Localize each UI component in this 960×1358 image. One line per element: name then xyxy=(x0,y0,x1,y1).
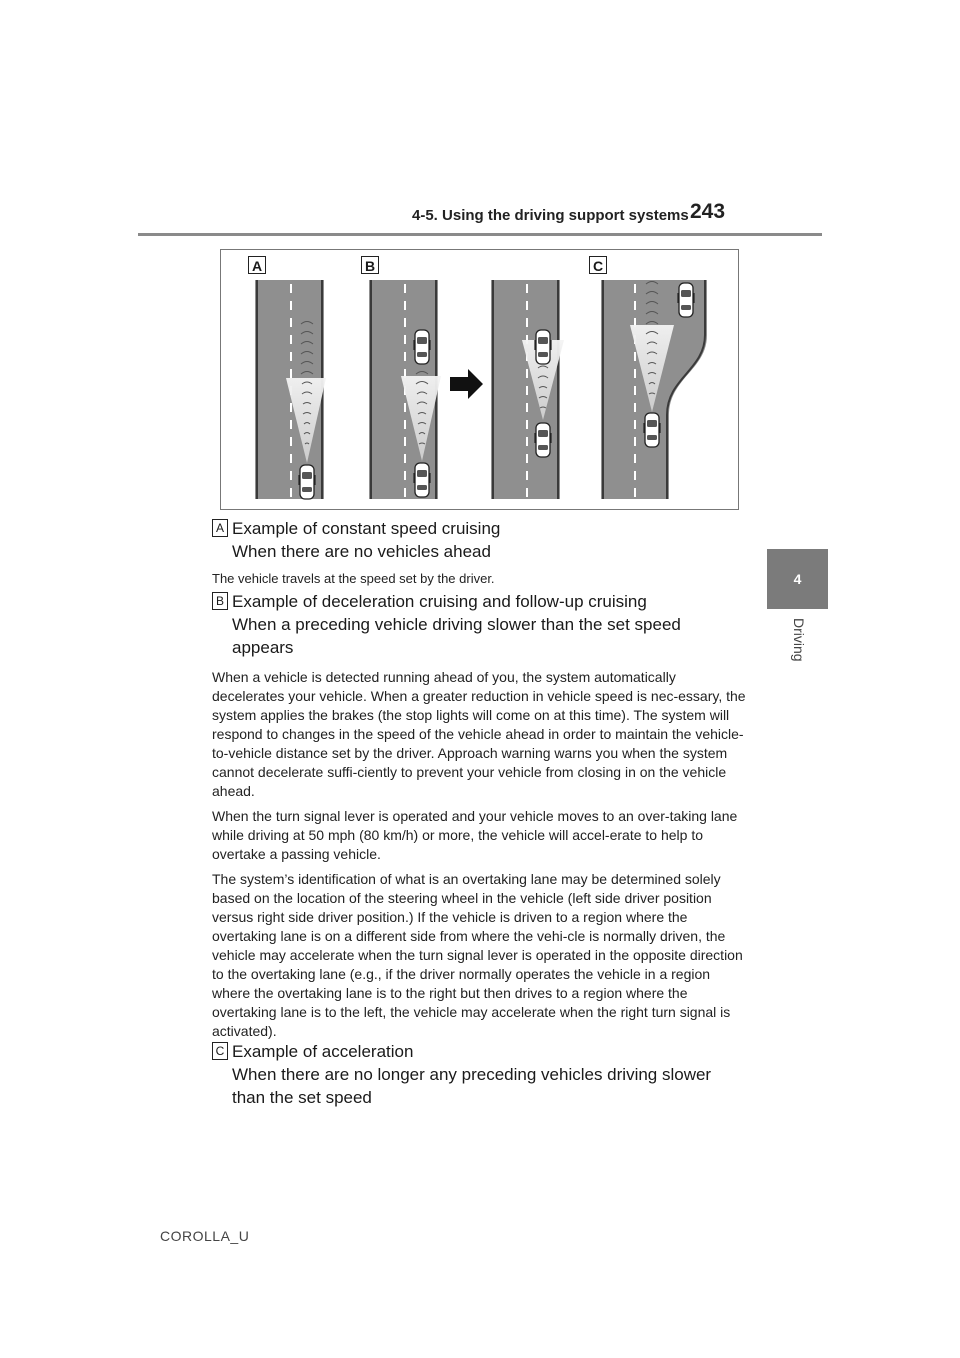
section-c-heading-line: Example of acceleration xyxy=(232,1042,414,1061)
section-a-heading-line: When there are no vehicles ahead xyxy=(232,542,491,561)
section-b-badge: B xyxy=(212,592,228,610)
section-a-heading-line: Example of constant speed cruising xyxy=(232,519,501,538)
section-a-paragraph: The vehicle travels at the speed set by the driver. xyxy=(212,571,495,586)
road-diagram xyxy=(221,250,740,511)
section-b-paragraph: The system’s identification of what is an overtaking lane may be determined solely based on the location of the steering wheel in the vehicle (left side driver position versus right side driver position.) If the vehicle is driven to a region where the overtaking lane is on a different side from where the vehi-cle is normally driven, the vehicle may accelerate when the turn signal lever is operated in the opposite direction to the overtaking lane (e.g., if the driver normally operates the vehicle in a region where the overtaking lane is to the right but then drives to a region where the overtaking lane is to the left, the vehicle may accelerate when the right turn signal is activated). xyxy=(212,871,743,1039)
section-b-paragraph: When the turn signal lever is operated and your vehicle moves to an over-taking lane while driving at 50 mph (80 km/h) or more, the vehicle will accel-erate to help to overtake a passing vehicle. xyxy=(212,808,738,862)
figure-label-c: C xyxy=(589,256,607,274)
section-b-heading-line: Example of deceleration cruising and follow-up cruising xyxy=(232,592,647,611)
transition-arrow xyxy=(450,369,483,399)
section-a-badge: A xyxy=(212,519,228,537)
chapter-label: Driving xyxy=(791,618,807,662)
section-a xyxy=(212,517,752,588)
page-number: 243 xyxy=(690,200,726,223)
section-a-heading xyxy=(212,517,752,563)
section-c-heading xyxy=(212,1040,752,1109)
section-b-heading-line: appears xyxy=(232,638,294,657)
section-c-heading-line: When there are no longer any preceding vehicles driving slower xyxy=(232,1065,712,1084)
section-c xyxy=(212,1040,752,1109)
section-c-badge: C xyxy=(212,1042,228,1060)
chapter-tab[interactable]: 4 xyxy=(767,549,828,609)
section-title: 4-5. Using the driving support systems xyxy=(412,207,689,224)
header-rule xyxy=(138,233,822,236)
figure-label-b: B xyxy=(361,256,379,274)
section-b-heading xyxy=(212,590,752,659)
model-code: COROLLA_U xyxy=(160,1228,250,1244)
section-c-heading-line: than the set speed xyxy=(232,1088,372,1107)
section-b-heading-line: When a preceding vehicle driving slower than the set speed xyxy=(232,615,681,634)
cruise-control-illustration xyxy=(220,249,739,510)
section-b xyxy=(212,590,752,1041)
section-b-paragraph: When a vehicle is detected running ahead of you, the system automatically decelerates your vehicle. When a greater reduction in vehicle speed is nec-essary, the system applies the brakes (the stop lights will come on at this time). The system will respond to changes in the speed of the vehicle ahead in order to maintain the vehicle-to-vehicle distance set by the driver. Approach warning warns you when the system cannot decelerate suffi-ciently to prevent your vehicle from closing in on the vehicle ahead. xyxy=(212,669,746,799)
figure-label-a: A xyxy=(248,256,266,274)
